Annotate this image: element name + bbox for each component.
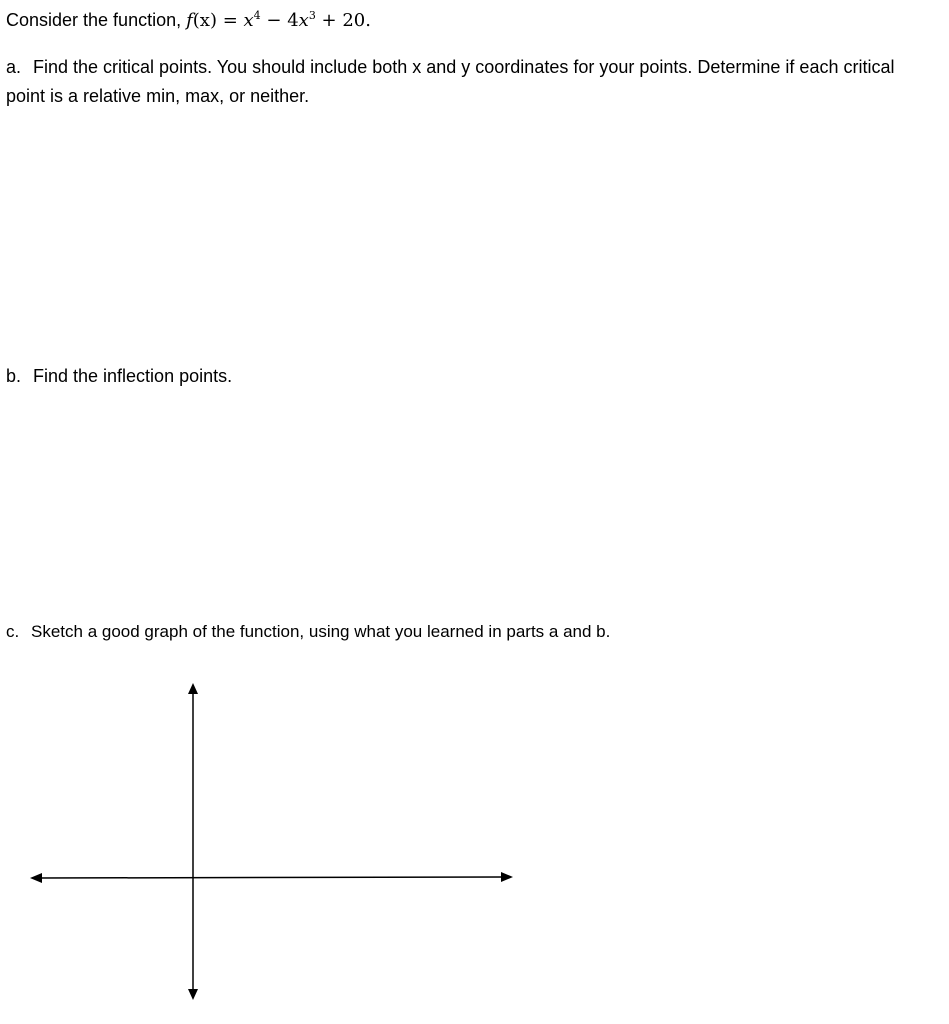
x-axis-right-arrow: [501, 872, 513, 882]
formula-minus: − 4: [260, 10, 299, 31]
formula-f: f: [186, 10, 193, 31]
formula-x2: x: [298, 10, 309, 31]
intro-text: Consider the function,: [6, 10, 187, 30]
question-b-label: b.: [6, 366, 22, 386]
question-a-label: a.: [6, 57, 22, 77]
formula-exp2: 3: [308, 9, 316, 22]
y-axis-down-arrow: [188, 989, 198, 1000]
y-axis-up-arrow: [188, 683, 198, 694]
question-a-text: Find the critical points. You should include both x and y coordinates for your points. Determine if each critical point is a relative min, max, or neither.: [6, 57, 895, 106]
x-axis-left-arrow: [30, 873, 42, 883]
question-c-label: c.: [6, 622, 20, 641]
formula-arg: (x): [192, 10, 217, 31]
question-b-text: Find the inflection points.: [33, 366, 233, 386]
x-axis-line: [40, 877, 504, 878]
formula-eq: =: [216, 10, 244, 31]
formula-exp1: 4: [253, 9, 261, 22]
formula-tail: + 20.: [315, 10, 371, 31]
formula-x1: x: [243, 10, 254, 31]
question-c-text: Sketch a good graph of the function, using what you learned in parts a and b.: [31, 622, 611, 641]
